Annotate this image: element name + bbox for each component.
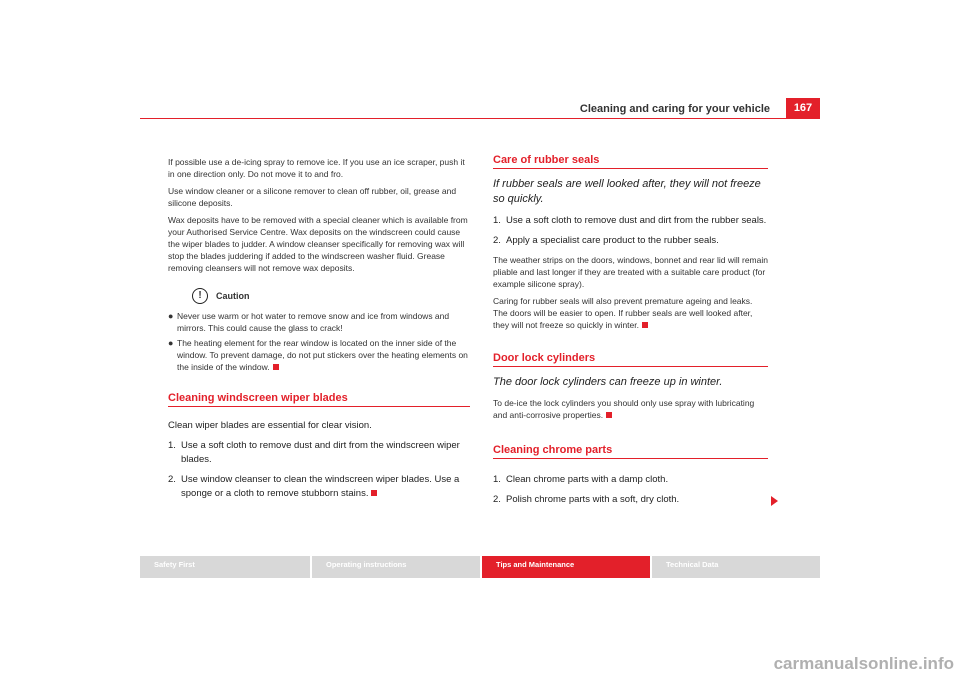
step-text: Use window cleanser to clean the windscreen wiper blades. Use a sponge or a cloth to remove stubborn stains. [181,474,460,499]
left-column [168,156,470,507]
section-title-wiper-blades: Cleaning windscreen wiper blades [168,392,470,407]
section-title-chrome: Cleaning chrome parts [493,444,768,459]
caution-heading [168,288,470,304]
step-text: Polish chrome parts with a soft, dry cloth. [506,494,680,505]
section-title-rubber-seals: Care of rubber seals [493,154,768,169]
paragraph: Caring for rubber seals will also prevent premature ageing and leaks. The doors will be easier to open. If rubber seals are well looked after, they will not freeze so quickly in winter. [493,296,753,330]
paragraph: The weather strips on the doors, windows, bonnet and rear lid will remain pliable and last longer if they are treated with a suitable care product (for example silicone spray). [493,255,768,289]
section-subtitle: If rubber seals are well looked after, they will not freeze so quickly. [493,178,761,205]
step-item [493,214,768,228]
step-item [493,473,768,487]
step-number: 1. [493,474,501,485]
step-number: 2. [168,474,176,485]
step-item [493,234,768,248]
end-mark-icon [371,490,377,496]
paragraph: Clean wiper blades are essential for clear vision. [168,420,372,431]
caution-title: Caution [216,291,250,301]
continue-arrow-icon [771,496,778,506]
paragraph: To de-ice the lock cylinders you should only use spray with lubricating and anti-corrosive properties. [493,398,755,420]
right-column [493,154,768,513]
bullet-text: The heating element for the rear window is located on the inner side of the window. To prevent damage, do not put stickers over the heating elements on the inside of the window. [177,338,468,372]
section-title-door-lock: Door lock cylinders [493,352,768,367]
tab-operating-instructions[interactable]: Operating instructions [310,556,480,578]
step-number: 2. [493,494,501,505]
bullet-icon: ● [168,311,174,321]
section-subtitle: The door lock cylinders can freeze up in winter. [493,376,723,388]
step-number: 1. [493,215,501,226]
bullet-text: Never use warm or hot water to remove snow and ice from windows and mirrors. This could cause the glass to crack! [177,311,450,333]
bullet-icon: ● [168,338,174,348]
paragraph: Wax deposits have to be removed with a special cleaner which is available from your Authorised Service Centre. Wax deposits on the windscreen could cause the wiper blades to judder. A window cleanser specifically for removing wax will stop the blades juddering if added to the windscreen washer fluid. Grease removing cleansers will not remove wax deposits. [168,215,468,273]
step-number: 1. [168,440,176,451]
end-mark-icon [273,364,279,370]
page-number: 167 [786,98,820,119]
end-mark-icon [606,412,612,418]
caution-icon: ! [192,288,208,304]
paragraph: Use window cleaner or a silicone remover to clean off rubber, oil, grease and silicone deposits. [168,186,457,208]
paragraph: If possible use a de-icing spray to remove ice. If you use an ice scraper, push it in one direction only. Do not move it to and fro. [168,157,465,179]
footer-nav [140,556,820,578]
step-text: Clean chrome parts with a damp cloth. [506,474,669,485]
step-text: Apply a specialist care product to the rubber seals. [506,235,719,246]
caution-bullet [168,337,470,373]
step-item [168,439,470,467]
caution-bullet [168,310,470,334]
step-text: Use a soft cloth to remove dust and dirt from the rubber seals. [506,215,767,226]
header-divider [140,118,820,119]
step-item [168,473,470,501]
watermark: carmanualsonline.info [773,654,954,673]
page-header-title: Cleaning and caring for your vehicle [579,103,770,115]
tab-safety-first[interactable]: Safety First [140,556,310,578]
end-mark-icon [642,322,648,328]
tab-tips-and-maintenance[interactable]: Tips and Maintenance [480,556,650,578]
step-item [493,493,768,507]
step-number: 2. [493,235,501,246]
step-text: Use a soft cloth to remove dust and dirt from the windscreen wiper blades. [181,440,460,465]
tab-technical-data[interactable]: Technical Data [650,556,820,578]
